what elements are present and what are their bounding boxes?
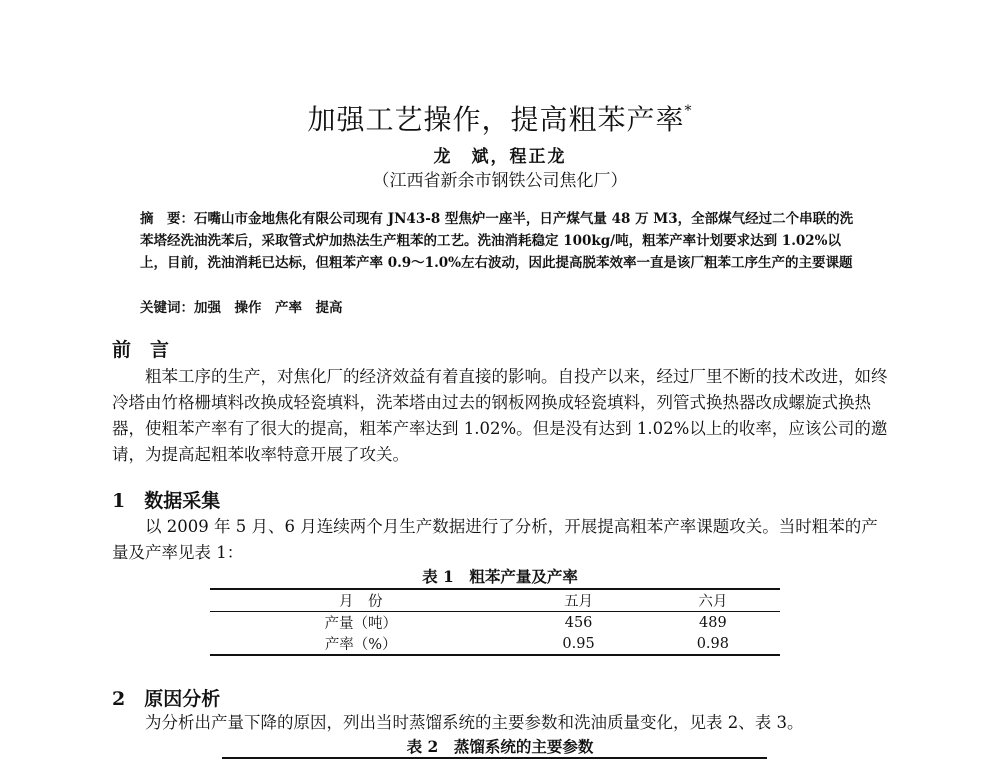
table1-header-cell: 月 份 (338, 594, 383, 610)
table2-top-rule (222, 757, 767, 759)
section-2-text: 为分析出产量下降的原因，列出当时蒸馏系统的主要参数和洗油质量变化，见表 2、表 3。 (145, 713, 804, 732)
table1-header-row (210, 589, 780, 612)
abstract (140, 208, 855, 274)
table1-cell: 产率（%） (324, 637, 397, 653)
intro-paragraph (112, 364, 888, 468)
section-heading-1: 1 数据采集 (112, 490, 221, 512)
table1-header-cell: 五月 (564, 594, 594, 610)
section-heading-2: 2 原因分析 (112, 688, 221, 710)
abstract-label: 摘 要： (140, 211, 194, 227)
section-heading-intro: 前 言 (112, 339, 170, 361)
table-row (210, 612, 780, 634)
table1-header-cell: 六月 (698, 594, 728, 610)
table1-cell: 0.98 (696, 635, 729, 652)
table1-caption: 表 1 粗苯产量及产率 (422, 567, 578, 586)
table1-cell: 489 (699, 614, 727, 631)
intro-text: 粗苯工序的生产，对焦化厂的经济效益有着直接的影响。自投产以来，经过厂里不断的技术改进，如终冷塔由竹格栅填料改换成轻瓷填料，洗苯塔由过去的钢板网换成轻瓷填料，列管式换热器改成螺旋式换热器，使粗苯产率有了很大的提高，粗苯产率达到 1.02%。但是没有达到 1.02%以上的收率，应该公司的邀请，为提高起粗苯收率特意开展了攻关。 (112, 367, 888, 464)
abstract-text: 石嘴山市金地焦化有限公司现有 JN43-8 型焦炉一座半，日产煤气量 48 万 M3，全部煤气经过二个串联的洗苯塔经洗油洗苯后，采取管式炉加热法生产粗苯的工艺。洗油消耗稳定 100kg/吨，粗苯产率计划要求达到 1.02%以上，目前，洗油消耗已达标，但粗苯产率 0.9～1.0%左右波动，因此提高脱苯效率一直是该厂粗苯工序生产的主要课题 (140, 211, 854, 271)
table1 (210, 588, 780, 656)
authors: 龙 斌，程正龙 (433, 147, 567, 167)
table1-cell: 456 (564, 614, 593, 631)
keywords-label: 关键词： (140, 300, 194, 316)
section-1-paragraph (112, 514, 888, 566)
table1-cell: 产量（吨） (324, 616, 397, 632)
paper-title (0, 98, 1000, 138)
keywords (140, 296, 343, 316)
table-row (210, 633, 780, 655)
table2-caption: 表 2 蒸馏系统的主要参数 (406, 737, 594, 756)
affiliation: （江西省新余市钢铁公司焦化厂） (372, 171, 628, 191)
keywords-text: 加强 操作 产率 提高 (194, 300, 343, 316)
section-2-paragraph (112, 710, 888, 736)
paper-title-text: 加强工艺操作，提高粗苯产率 (307, 103, 685, 136)
title-footnote-mark: * (684, 103, 693, 119)
table1-cell: 0.95 (562, 635, 595, 652)
section-1-text: 以 2009 年 5 月、6 月连续两个月生产数据进行了分析，开展提高粗苯产率课题攻关。当时粗苯的产量及产率见表 1： (112, 517, 878, 562)
